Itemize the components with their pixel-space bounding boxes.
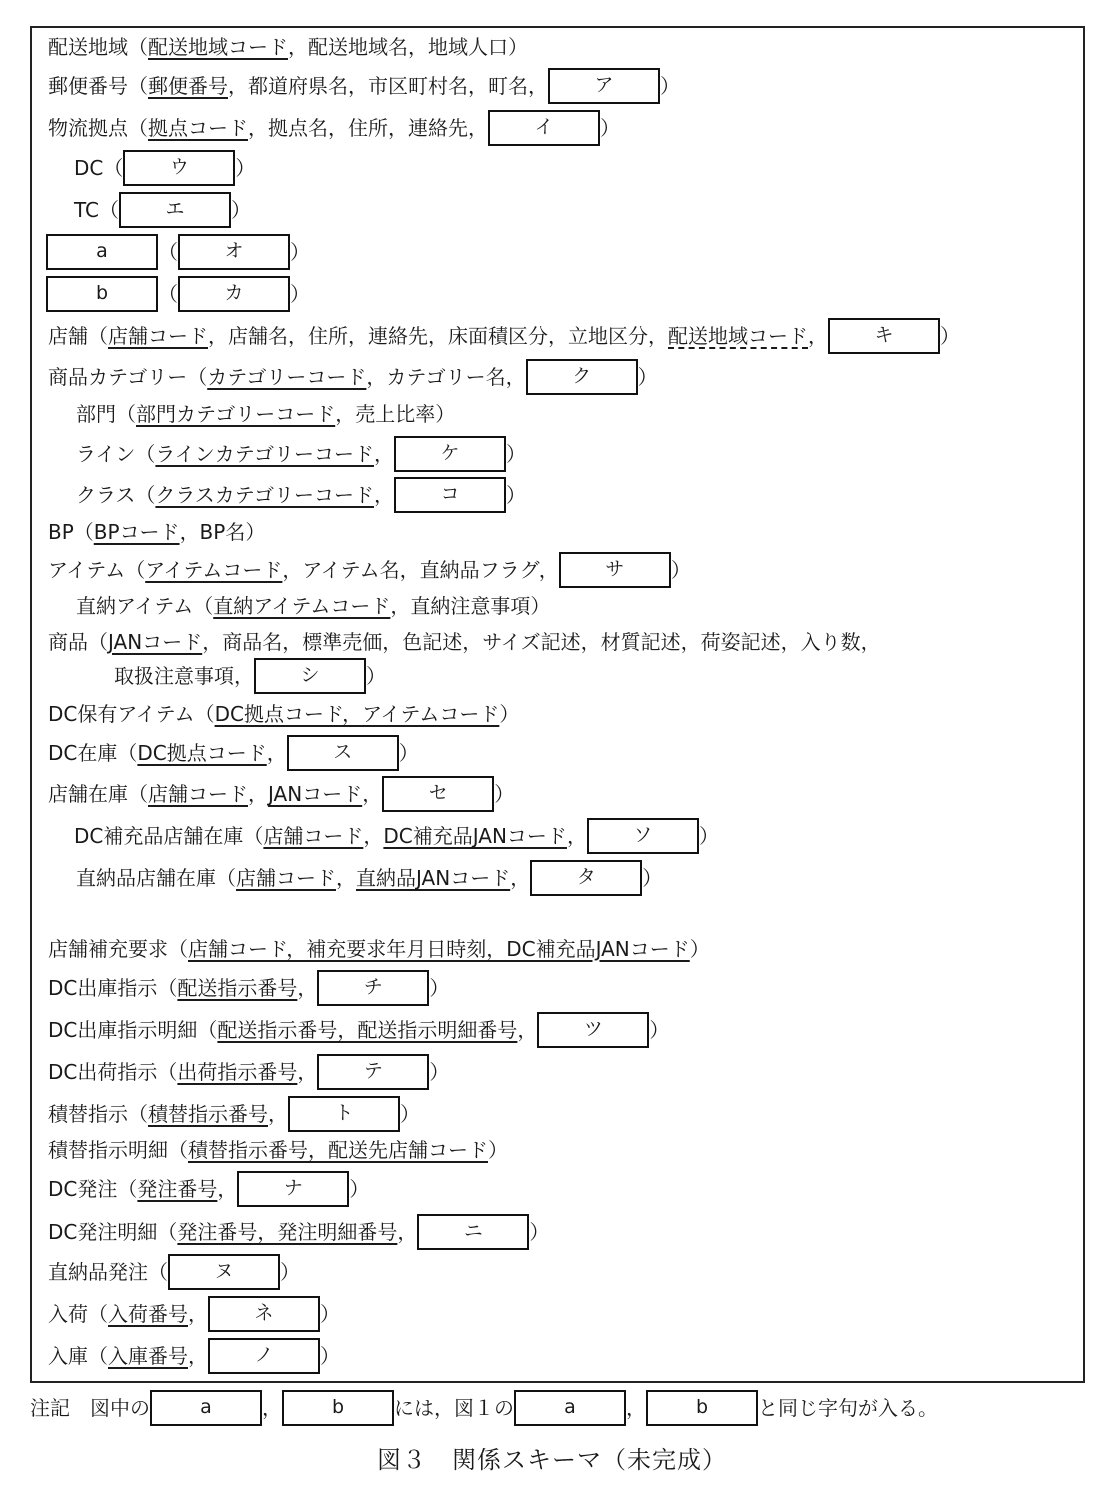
blank-box-サ: サ xyxy=(559,552,671,588)
text: ， xyxy=(808,324,828,348)
text: ） xyxy=(400,1102,420,1126)
key-attribute: 拠点コード xyxy=(148,116,248,140)
text: ， xyxy=(510,866,531,890)
blank-box-ト: ト xyxy=(288,1096,400,1132)
text: DC出庫指示（ xyxy=(48,976,178,1000)
text: ， xyxy=(188,1344,208,1368)
text: 部門（ xyxy=(76,401,136,426)
text: DC発注明細（ xyxy=(48,1220,178,1244)
text: （ xyxy=(158,282,178,306)
schema-row xyxy=(48,776,514,812)
text: ， xyxy=(336,866,356,890)
text: ） xyxy=(649,1018,670,1042)
schema-row xyxy=(114,658,386,694)
text: 店舗補充要求（ xyxy=(48,936,188,961)
schema-row xyxy=(74,818,719,854)
text: DC補充品店舗在庫（ xyxy=(74,824,264,848)
text: ， xyxy=(248,782,268,806)
text: DC（ xyxy=(74,156,124,180)
text: 商品（ xyxy=(48,629,108,654)
blank-box-ス: ス xyxy=(287,735,399,771)
text: ， xyxy=(362,782,383,806)
note xyxy=(30,1388,938,1426)
key-attribute: 配送指示番号 xyxy=(177,976,298,1000)
schema-row xyxy=(48,1012,669,1048)
key-attribute: アイテムコード xyxy=(145,558,283,582)
blank-box-a: a xyxy=(150,1390,262,1426)
blank-box-ノ: ノ xyxy=(208,1338,320,1374)
key-attribute: 出荷指示番号 xyxy=(177,1060,298,1084)
key-attribute: 入荷番号 xyxy=(108,1302,188,1326)
schema-row xyxy=(48,1134,508,1164)
text: DC在庫（ xyxy=(48,741,138,765)
key-attribute: DC拠点コード xyxy=(137,741,267,765)
key-attribute: JANコード xyxy=(108,629,203,654)
schema-row xyxy=(48,1214,549,1250)
text: クラス（ xyxy=(76,483,156,507)
text: TC（ xyxy=(74,198,120,222)
blank-box-テ: テ xyxy=(317,1054,429,1090)
text: 直納品店舗在庫（ xyxy=(76,866,236,890)
blank-box-エ: エ xyxy=(119,192,231,228)
text: 積替指示明細（ xyxy=(48,1137,188,1162)
text: ， xyxy=(188,1302,208,1326)
blank-box-イ: イ xyxy=(488,110,600,146)
text: ，店舗名，住所，連絡先，床面積区分，立地区分， xyxy=(208,324,668,348)
schema-row xyxy=(48,552,691,588)
text: ） xyxy=(290,240,310,264)
schema-row xyxy=(48,68,680,104)
text: ， xyxy=(374,442,395,466)
text: ） xyxy=(506,483,527,507)
text: ） xyxy=(231,198,252,222)
text: ） xyxy=(366,664,386,688)
text: ， xyxy=(297,1060,318,1084)
schema-row xyxy=(48,1338,340,1374)
text: 入庫（ xyxy=(48,1344,108,1368)
text: ， xyxy=(517,1018,538,1042)
text: ，配送地域名，地域人口） xyxy=(288,34,528,59)
schema-row xyxy=(48,110,620,146)
text: （ xyxy=(158,240,178,264)
text: ） xyxy=(506,442,527,466)
text: 店舗（ xyxy=(48,324,108,348)
schema-row xyxy=(76,436,526,472)
text: 直納品発注（ xyxy=(48,1260,168,1284)
blank-box-ヌ: ヌ xyxy=(168,1254,280,1290)
blank-box-ナ: ナ xyxy=(237,1171,349,1207)
blank-box-ウ: ウ xyxy=(123,150,235,186)
blank-box-b: b xyxy=(46,276,158,312)
text: ） xyxy=(429,976,450,1000)
text: ） xyxy=(689,936,710,961)
blank-box-b: b xyxy=(646,1390,758,1426)
text: 物流拠点（ xyxy=(48,116,148,140)
blank-box-ニ: ニ xyxy=(417,1214,529,1250)
blank-box-セ: セ xyxy=(382,776,494,812)
schema-row xyxy=(76,477,526,513)
text: ， xyxy=(268,1102,288,1126)
key-attribute: BPコード xyxy=(93,519,180,544)
schema-row xyxy=(48,1296,340,1332)
text: ，カテゴリー名， xyxy=(366,365,526,389)
blank-box-チ: チ xyxy=(317,970,429,1006)
schema-row xyxy=(48,1096,420,1132)
schema-row xyxy=(46,276,310,312)
text: 注記 図中の xyxy=(30,1395,150,1420)
key-attribute: ラインカテゴリーコード xyxy=(155,442,375,466)
schema-row xyxy=(48,698,519,728)
schema-frame xyxy=(30,26,1085,1383)
blank-box-ツ: ツ xyxy=(537,1012,649,1048)
text: DC保有アイテム（ xyxy=(48,701,215,726)
key-attribute: 店舗コード xyxy=(236,866,336,890)
text: ， xyxy=(566,824,587,848)
key-attribute: 発注番号，発注明細番号 xyxy=(177,1220,398,1244)
text: ， xyxy=(217,1177,238,1201)
text: ） xyxy=(320,1344,340,1368)
blank-box-オ: オ xyxy=(178,234,290,270)
key-attribute: 店舗コード xyxy=(148,782,248,806)
text: DC出庫指示明細（ xyxy=(48,1018,218,1042)
text: ，直納注意事項） xyxy=(390,593,551,618)
key-attribute: 部門カテゴリーコード xyxy=(136,401,336,426)
schema-row xyxy=(74,192,251,228)
schema-row xyxy=(48,933,710,963)
text: BP（ xyxy=(48,519,94,544)
schema-row xyxy=(48,318,960,354)
text: と同じ字句が入る。 xyxy=(758,1395,938,1420)
text: ） xyxy=(637,365,658,389)
blank-box-シ: シ xyxy=(254,658,366,694)
blank-box-b: b xyxy=(282,1390,394,1426)
text: ） xyxy=(940,324,960,348)
text: ） xyxy=(660,74,680,98)
key-attribute: 店舗コード xyxy=(108,324,208,348)
text: ） xyxy=(529,1220,550,1244)
blank-box-カ: カ xyxy=(178,276,290,312)
text: DC発注（ xyxy=(48,1177,138,1201)
blank-box-ク: ク xyxy=(526,359,638,395)
text: 郵便番号（ xyxy=(48,74,148,98)
blank-box-a: a xyxy=(514,1390,626,1426)
key-attribute: 入庫番号 xyxy=(108,1344,188,1368)
schema-row xyxy=(48,1054,449,1090)
text: ， xyxy=(266,741,287,765)
text: ） xyxy=(600,116,620,140)
blank-box-ケ: ケ xyxy=(394,436,506,472)
key-attribute: DC拠点コード，アイテムコード xyxy=(214,701,500,726)
text: ，アイテム名，直納品フラグ， xyxy=(282,558,559,582)
text: ） xyxy=(429,1060,450,1084)
text: 取扱注意事項， xyxy=(114,664,254,688)
schema-row xyxy=(46,234,310,270)
text: ，都道府県名，市区町村名，町名， xyxy=(228,74,548,98)
text: ） xyxy=(642,866,663,890)
text: 積替指示（ xyxy=(48,1102,148,1126)
text: 直納アイテム（ xyxy=(76,593,214,618)
key-attribute: DC補充品JANコード xyxy=(383,824,567,848)
key-attribute: 積替指示番号 xyxy=(148,1102,268,1126)
key-attribute: 直納品JANコード xyxy=(356,866,511,890)
text: ， xyxy=(397,1220,418,1244)
text: ，商品名，標準売価，色記述，サイズ記述，材質記述，荷姿記述，入り数， xyxy=(202,629,881,654)
text: ， xyxy=(262,1395,282,1420)
figure-caption: 図３ 関係スキーマ（未完成） xyxy=(377,1446,727,1474)
text: 店舗在庫（ xyxy=(48,782,148,806)
blank-box-ア: ア xyxy=(548,68,660,104)
schema-row xyxy=(48,735,419,771)
key-attribute: 配送地域コード xyxy=(148,34,288,59)
schema-row xyxy=(48,359,658,395)
text: DC出荷指示（ xyxy=(48,1060,178,1084)
blank-box-キ: キ xyxy=(828,318,940,354)
schema-row xyxy=(48,970,449,1006)
text: 入荷（ xyxy=(48,1302,108,1326)
blank-box-ソ: ソ xyxy=(587,818,699,854)
text: ） xyxy=(349,1177,370,1201)
schema-row xyxy=(76,398,455,428)
text: ， xyxy=(626,1395,646,1420)
blank-box-ネ: ネ xyxy=(208,1296,320,1332)
text: ） xyxy=(698,824,719,848)
blank-box-コ: コ xyxy=(394,477,506,513)
text: ） xyxy=(494,782,515,806)
text: ） xyxy=(320,1302,340,1326)
text: ） xyxy=(499,701,520,726)
schema-row xyxy=(48,516,265,546)
key-attribute: カテゴリーコード xyxy=(207,365,367,389)
blank-box-タ: タ xyxy=(530,860,642,896)
text: ， xyxy=(363,824,384,848)
key-attribute: JANコード xyxy=(268,782,363,806)
text: アイテム（ xyxy=(48,558,146,582)
text: ） xyxy=(235,156,256,180)
text: ライン（ xyxy=(76,442,156,466)
blank-box-a: a xyxy=(46,234,158,270)
text: 商品カテゴリー（ xyxy=(48,365,208,389)
schema-row xyxy=(76,860,662,896)
schema-row xyxy=(76,590,550,620)
text: ） xyxy=(670,558,691,582)
text: ） xyxy=(398,741,419,765)
key-attribute: 積替指示番号，配送先店舗コード xyxy=(188,1137,488,1162)
schema-row xyxy=(74,150,255,186)
key-attribute: 店舗コード xyxy=(263,824,364,848)
text: には，図１の xyxy=(394,1395,514,1420)
text: ， xyxy=(374,483,395,507)
text: ） xyxy=(488,1137,508,1162)
key-attribute: 配送指示番号，配送指示明細番号 xyxy=(217,1018,518,1042)
text: 配送地域（ xyxy=(48,34,148,59)
key-attribute: クラスカテゴリーコード xyxy=(155,483,375,507)
key-attribute: 店舗コード，補充要求年月日時刻，DC補充品JANコード xyxy=(188,936,690,961)
key-attribute: 発注番号 xyxy=(137,1177,218,1201)
text: ，BP名） xyxy=(179,519,266,544)
text: ，拠点名，住所，連絡先， xyxy=(248,116,488,140)
text: ， xyxy=(297,976,318,1000)
text: ，売上比率） xyxy=(335,401,456,426)
key-attribute: 配送地域コード xyxy=(668,324,808,348)
text: ） xyxy=(280,1260,300,1284)
schema-row xyxy=(48,626,881,656)
schema-row xyxy=(48,1171,369,1207)
text: ） xyxy=(290,282,310,306)
key-attribute: 郵便番号 xyxy=(148,74,228,98)
schema-row xyxy=(48,31,528,61)
schema-row xyxy=(48,1254,300,1290)
key-attribute: 直納アイテムコード xyxy=(213,593,391,618)
